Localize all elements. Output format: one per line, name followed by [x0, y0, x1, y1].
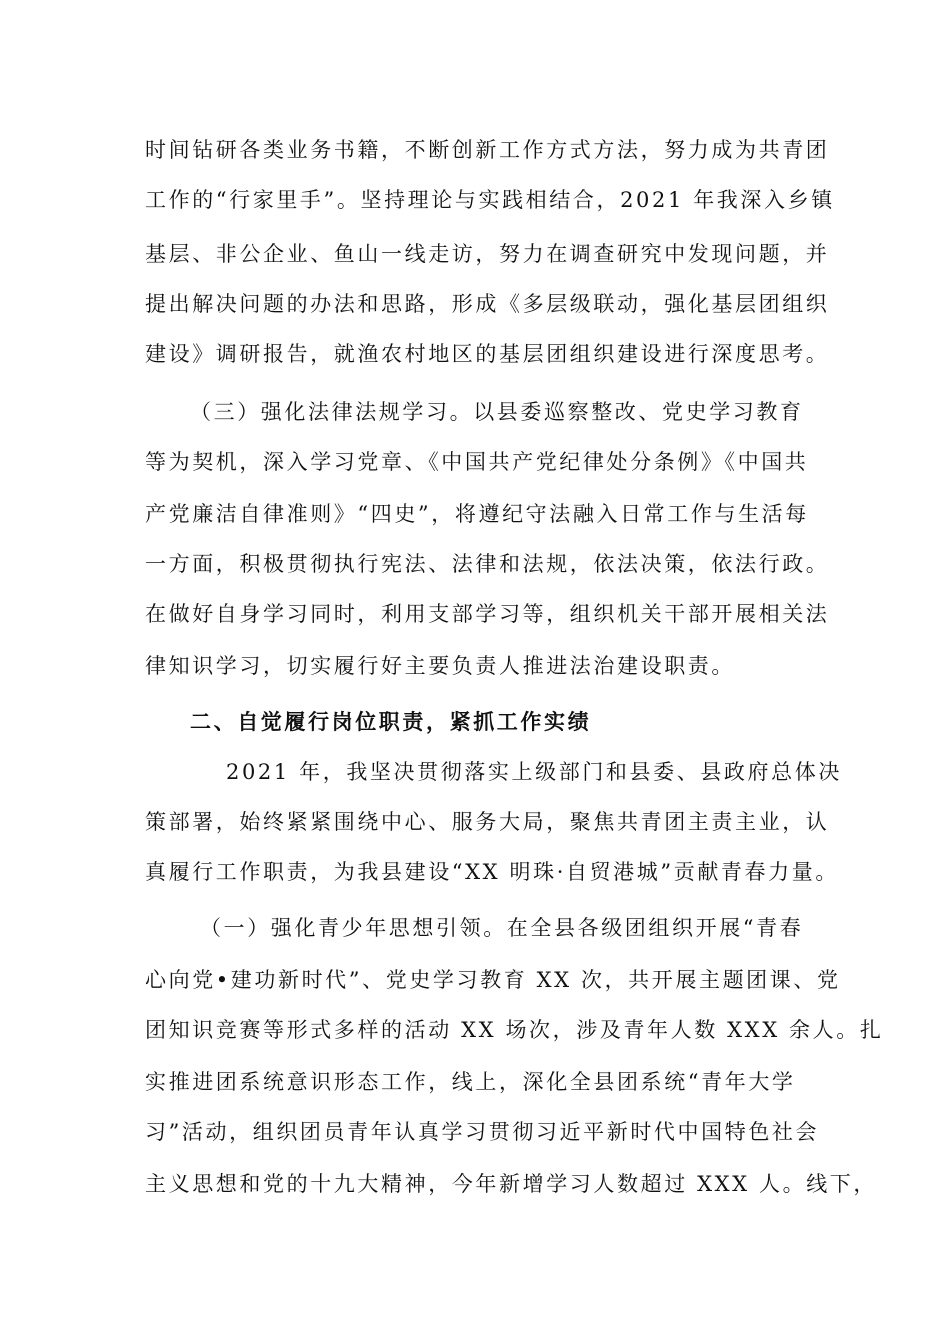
section-heading-1: （一）强化青少年思想引领。在全县各级团组织开展“青春	[200, 916, 804, 940]
paragraph-line: 基层、非公企业、鱼山一线走访，努力在调查研究中发现问题，并	[145, 242, 830, 266]
paragraph-line: 真履行工作职责，为我县建设“XX 明珠·自贸港城”贡献青春力量。	[145, 860, 839, 884]
paragraph-line: 策部署，始终紧紧围绕中心、服务大局，聚焦共青团主责主业，认	[145, 810, 830, 834]
paragraph-line: 心向党•建功新时代”、党史学习教育 XX 次，共开展主题团课、党	[145, 968, 841, 992]
paragraph-line: 工作的“行家里手”。坚持理论与实践相结合，2021 年我深入乡镇	[145, 188, 835, 212]
paragraph-line: 律知识学习，切实履行好主要负责人推进法治建设职责。	[145, 654, 735, 678]
paragraph-line: 提出解决问题的办法和思路，形成《多层级联动，强化基层团组织	[145, 292, 830, 316]
section-heading-2: 二、自觉履行岗位职责，紧抓工作实绩	[190, 709, 592, 734]
paragraph-line: 习”活动，组织团员青年认真学习贯彻习近平新时代中国特色社会	[145, 1120, 820, 1144]
paragraph-line: 等为契机，深入学习党章、《中国共产党纪律处分条例》《中国共	[145, 450, 809, 474]
paragraph-line: 建设》调研报告，就渔农村地区的基层团组织建设进行深度思考。	[145, 342, 830, 366]
paragraph-line: 一方面，积极贯彻执行宪法、法律和法规，依法决策，依法行政。	[145, 552, 830, 576]
paragraph-line: 团知识竞赛等形式多样的活动 XX 场次，涉及青年人数 XXX 余人。扎	[145, 1018, 884, 1042]
paragraph-line: 2021 年，我坚决贯彻落实上级部门和县委、县政府总体决	[226, 760, 842, 784]
paragraph-line: 主义思想和党的十九大精神，今年新增学习人数超过 XXX 人。线下，	[145, 1172, 877, 1196]
section-heading-3: （三）强化法律法规学习。以县委巡察整改、党史学习教育	[190, 400, 804, 424]
paragraph-line: 时间钻研各类业务书籍，不断创新工作方式方法，努力成为共青团	[145, 138, 830, 162]
paragraph-line: 在做好自身学习同时，利用支部学习等，组织机关干部开展相关法	[145, 602, 830, 626]
paragraph-line: 产党廉洁自律准则》“四史”，将遵纪守法融入日常工作与生活每	[145, 502, 809, 526]
paragraph-line: 实推进团系统意识形态工作，线上，深化全县团系统“青年大学	[145, 1070, 796, 1094]
